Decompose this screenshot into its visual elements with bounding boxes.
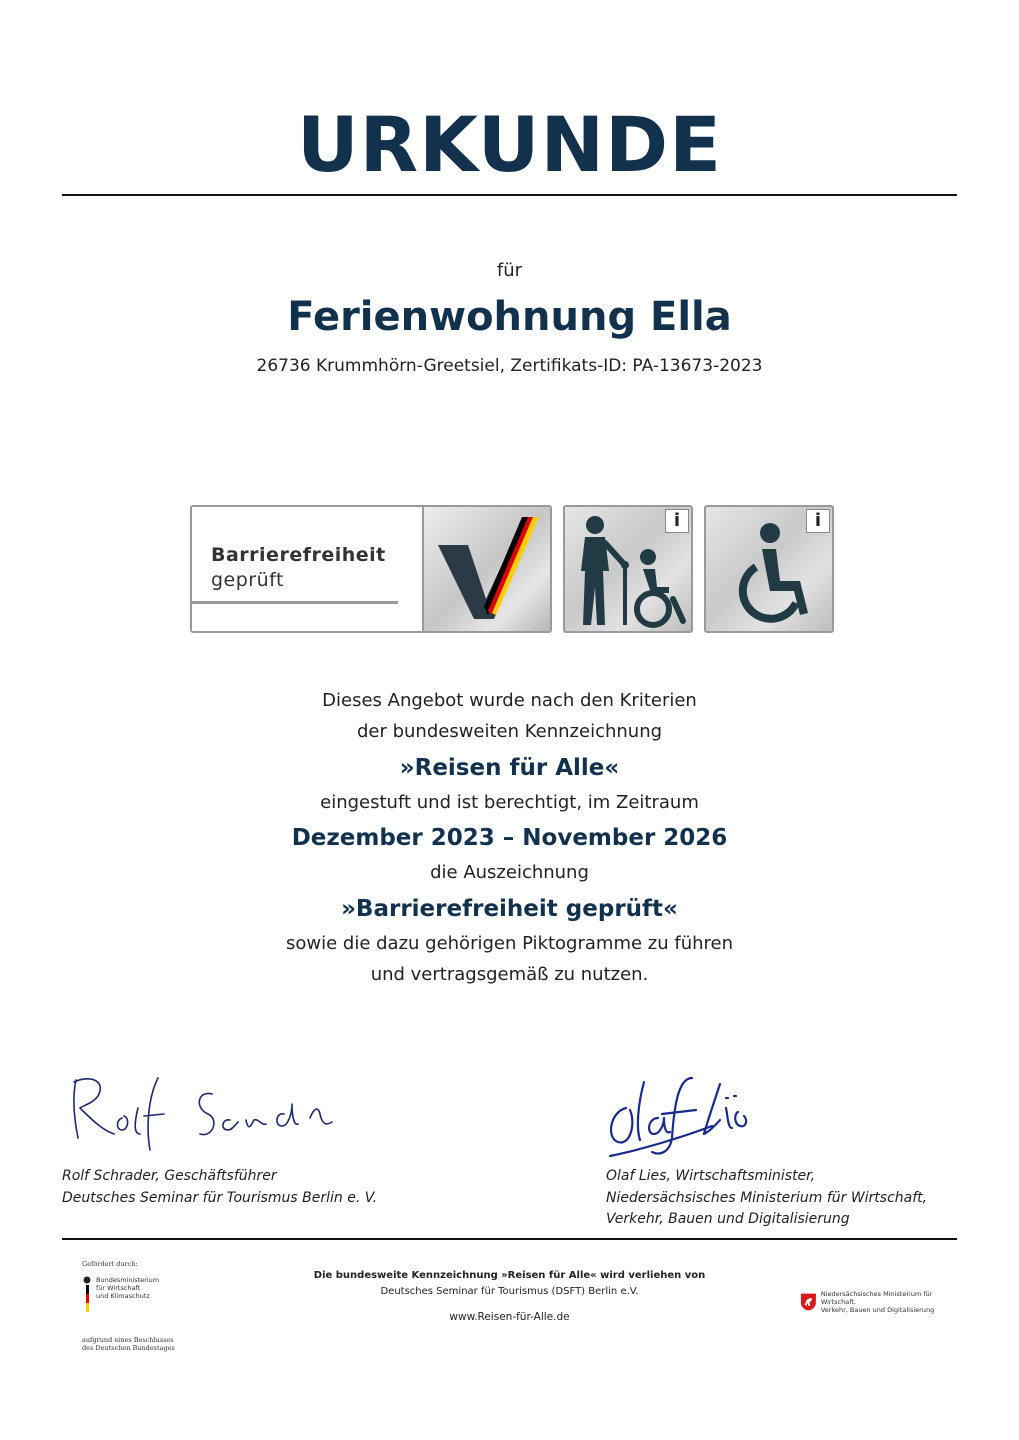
resolution-line1: aufgrund eines Beschlusses	[82, 1336, 174, 1344]
info-icon: i	[806, 509, 830, 533]
body-line-4: die Auszeichnung	[430, 862, 589, 883]
body-line-3: eingestuft und ist berechtigt, im Zeitraum	[320, 792, 699, 813]
recipient-name: Ferienwohnung Ella	[287, 294, 732, 340]
funded-by-label: Gefördert durch:	[82, 1260, 138, 1268]
signatory-right-line2: Niedersächsisches Ministerium für Wirtschaft,	[606, 1189, 928, 1206]
body-line-1: Dieses Angebot wurde nach den Kriterien	[322, 690, 697, 711]
address-line: 26736 Krummhörn-Greetsiel, Zertifikats-ID: PA-13673-2023	[256, 356, 763, 376]
signatory-right-line1: Olaf Lies, Wirtschaftsminister,	[606, 1168, 816, 1184]
ns-line1: Niedersächsisches Ministerium für Wirtschaft,	[820, 1290, 933, 1306]
ministry-line2: für Wirtschaft	[96, 1284, 141, 1292]
wheelchair-icon	[704, 505, 834, 633]
resolution-line2: des Deutschen Bundestages	[82, 1344, 175, 1352]
website-link[interactable]: www.Reisen-für-Alle.de	[449, 1311, 570, 1323]
body-line-5: sowie die dazu gehörigen Piktogramme zu führen	[285, 933, 733, 954]
signature-left	[62, 1068, 352, 1158]
body-line-2: der bundesweiten Kennzeichnung	[356, 721, 663, 742]
divider	[62, 1238, 957, 1240]
signature-right	[600, 1068, 760, 1164]
ministry-line1: Bundesministerium	[96, 1276, 160, 1284]
barrierefreiheit-badge	[190, 505, 552, 633]
signatory-left-line2: Deutsches Seminar für Tourismus Berlin e. V.	[62, 1189, 378, 1206]
footer-line2: Deutsches Seminar für Tourismus (DSFT) Berlin e.V.	[380, 1286, 639, 1297]
ns-line2: Verkehr, Bauen und Digitalisierung	[820, 1306, 935, 1314]
for-label: für	[496, 260, 523, 281]
badge-line1: Barrierefreiheit	[211, 544, 386, 566]
signatory-right	[606, 1166, 927, 1231]
niedersachsen-horse-crest-icon	[800, 1292, 817, 1312]
body-line-6: und vertragsgemäß zu nutzen.	[370, 964, 649, 985]
program-name: »Reisen für Alle«	[399, 755, 620, 781]
check-v-logo-icon	[422, 507, 550, 631]
niedersachsen-ministry-logo	[800, 1290, 960, 1314]
info-icon: i	[665, 509, 689, 533]
ministry-line3: und Klimaschutz	[96, 1292, 150, 1300]
divider	[62, 194, 957, 196]
signatory-right-line3: Verkehr, Bauen und Digitalisierung	[606, 1211, 850, 1227]
badge-underline	[192, 601, 398, 604]
footer-line1: Die bundesweite Kennzeichnung »Reisen für Alle« wird verliehen von	[313, 1270, 706, 1281]
badge-line2: geprüft	[211, 569, 284, 591]
certificate-title: URKUNDE	[296, 100, 723, 189]
signatory-left	[62, 1166, 377, 1209]
walking-aid-wheelchair-icon	[563, 505, 693, 633]
validity-period: Dezember 2023 – November 2026	[291, 825, 728, 851]
award-name: »Barrierefreiheit geprüft«	[341, 896, 678, 922]
signatory-left-line1: Rolf Schrader, Geschäftsführer	[62, 1168, 277, 1184]
